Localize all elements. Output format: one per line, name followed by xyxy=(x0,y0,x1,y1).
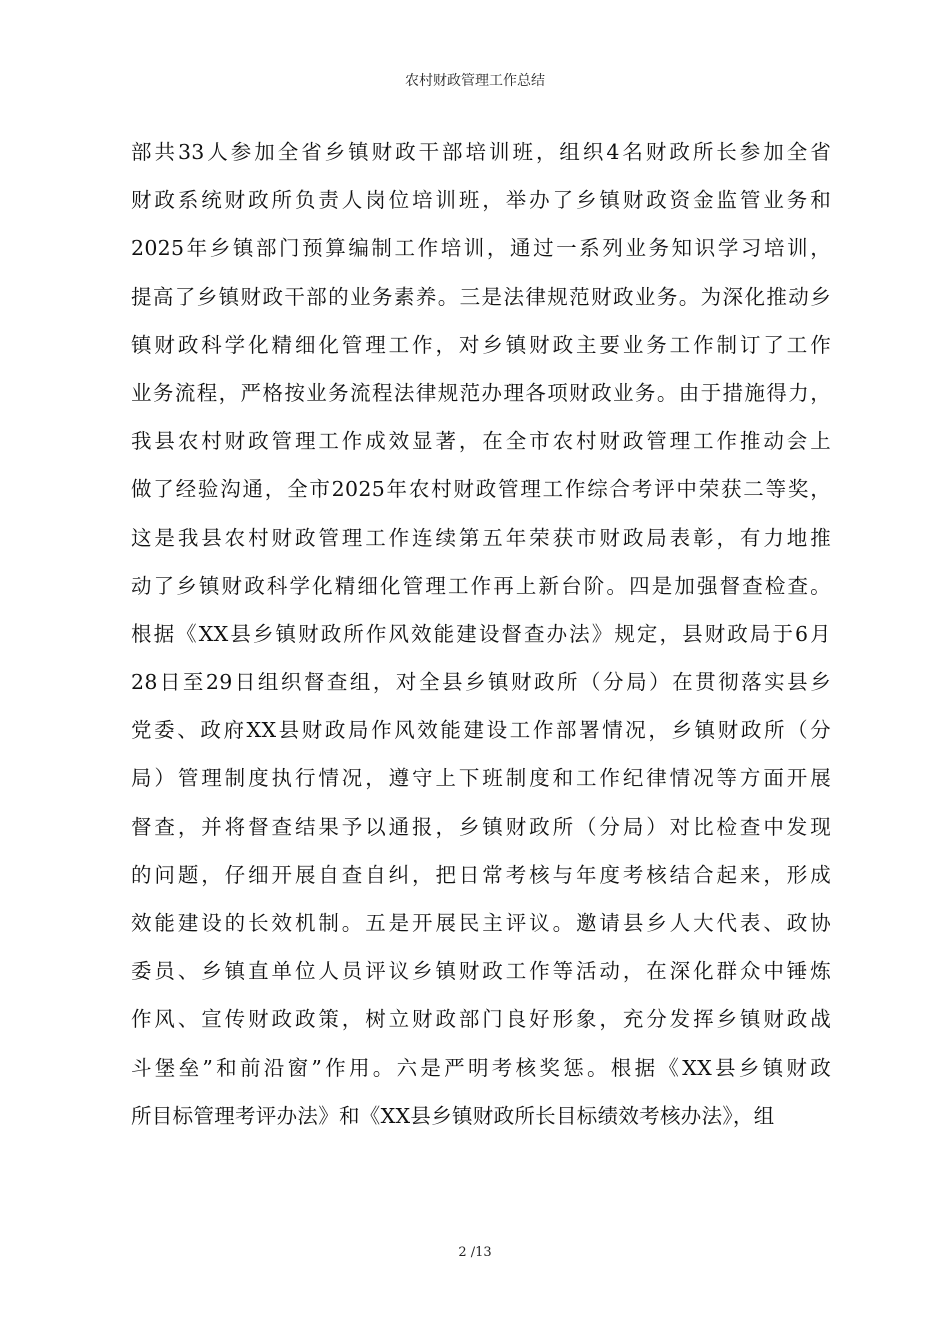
text-line: 这是我县农村财政管理工作连续第五年荣获市财政局表彰，有力地推 xyxy=(131,525,831,550)
text-line: 根据《XX县乡镇财政所作风效能建设督查办法》规定，县财政局于6月 xyxy=(131,621,831,646)
document-body xyxy=(131,128,831,1140)
text-line: 业务流程，严格按业务流程法律规范办理各项财政业务。由于措施得力， xyxy=(131,380,831,405)
text-line: 财政系统财政所负责人岗位培训班，举办了乡镇财政资金监管业务和 xyxy=(131,188,831,213)
text-line: 镇财政科学化精细化管理工作，对乡镇财政主要业务工作制订了工作 xyxy=(131,332,831,357)
text-line: 作风、宣传财政政策，树立财政部门良好形象，充分发挥乡镇财政战 xyxy=(131,1007,831,1032)
text-line: 斗堡垒”和前沿窗”作用。六是严明考核奖惩。根据《XX县乡镇财政 xyxy=(131,1055,831,1080)
text-line: 部共33人参加全省乡镇财政干部培训班，组织4名财政所长参加全省 xyxy=(131,140,831,164)
text-line: 局）管理制度执行情况，遵守上下班制度和工作纪律情况等方面开展 xyxy=(131,766,831,791)
page-number: 2 /13 xyxy=(458,1245,492,1260)
text-line: 的问题，仔细开展自查自纠，把日常考核与年度考核结合起来，形成 xyxy=(131,862,831,887)
text-line: 2025年乡镇部门预算编制工作培训，通过一系列业务知识学习培训， xyxy=(131,236,831,261)
text-line: 我县农村财政管理工作成效显著，在全市农村财政管理工作推动会上 xyxy=(131,429,831,454)
text-line: 做了经验沟通，全市2025年农村财政管理工作综合考评中荣获二等奖， xyxy=(131,477,831,502)
text-line: 党委、政府XX县财政局作风效能建设工作部署情况，乡镇财政所（分 xyxy=(131,718,831,743)
text-line: 28日至29日组织督查组，对全县乡镇财政所（分局）在贯彻落实县乡 xyxy=(131,670,831,695)
text-line: 效能建设的长效机制。五是开展民主评议。邀请县乡人大代表、政协 xyxy=(131,911,831,935)
text-line: 动了乡镇财政科学化精细化管理工作再上新台阶。四是加强督查检查。 xyxy=(131,573,831,598)
text-line: 委员、乡镇直单位人员评议乡镇财政工作等活动，在深化群众中锤炼 xyxy=(131,959,831,984)
text-line: 提高了乡镇财政干部的业务素养。三是法律规范财政业务。为深化推动乡 xyxy=(131,284,831,309)
text-line: 所目标管理考评办法》和《XX县乡镇财政所长目标绩效考核办法》，组 xyxy=(131,1103,775,1128)
text-line: 督查，并将督查结果予以通报，乡镇财政所（分局）对比检查中发现 xyxy=(131,814,831,839)
page-header-title: 农村财政管理工作总结 xyxy=(405,73,545,89)
